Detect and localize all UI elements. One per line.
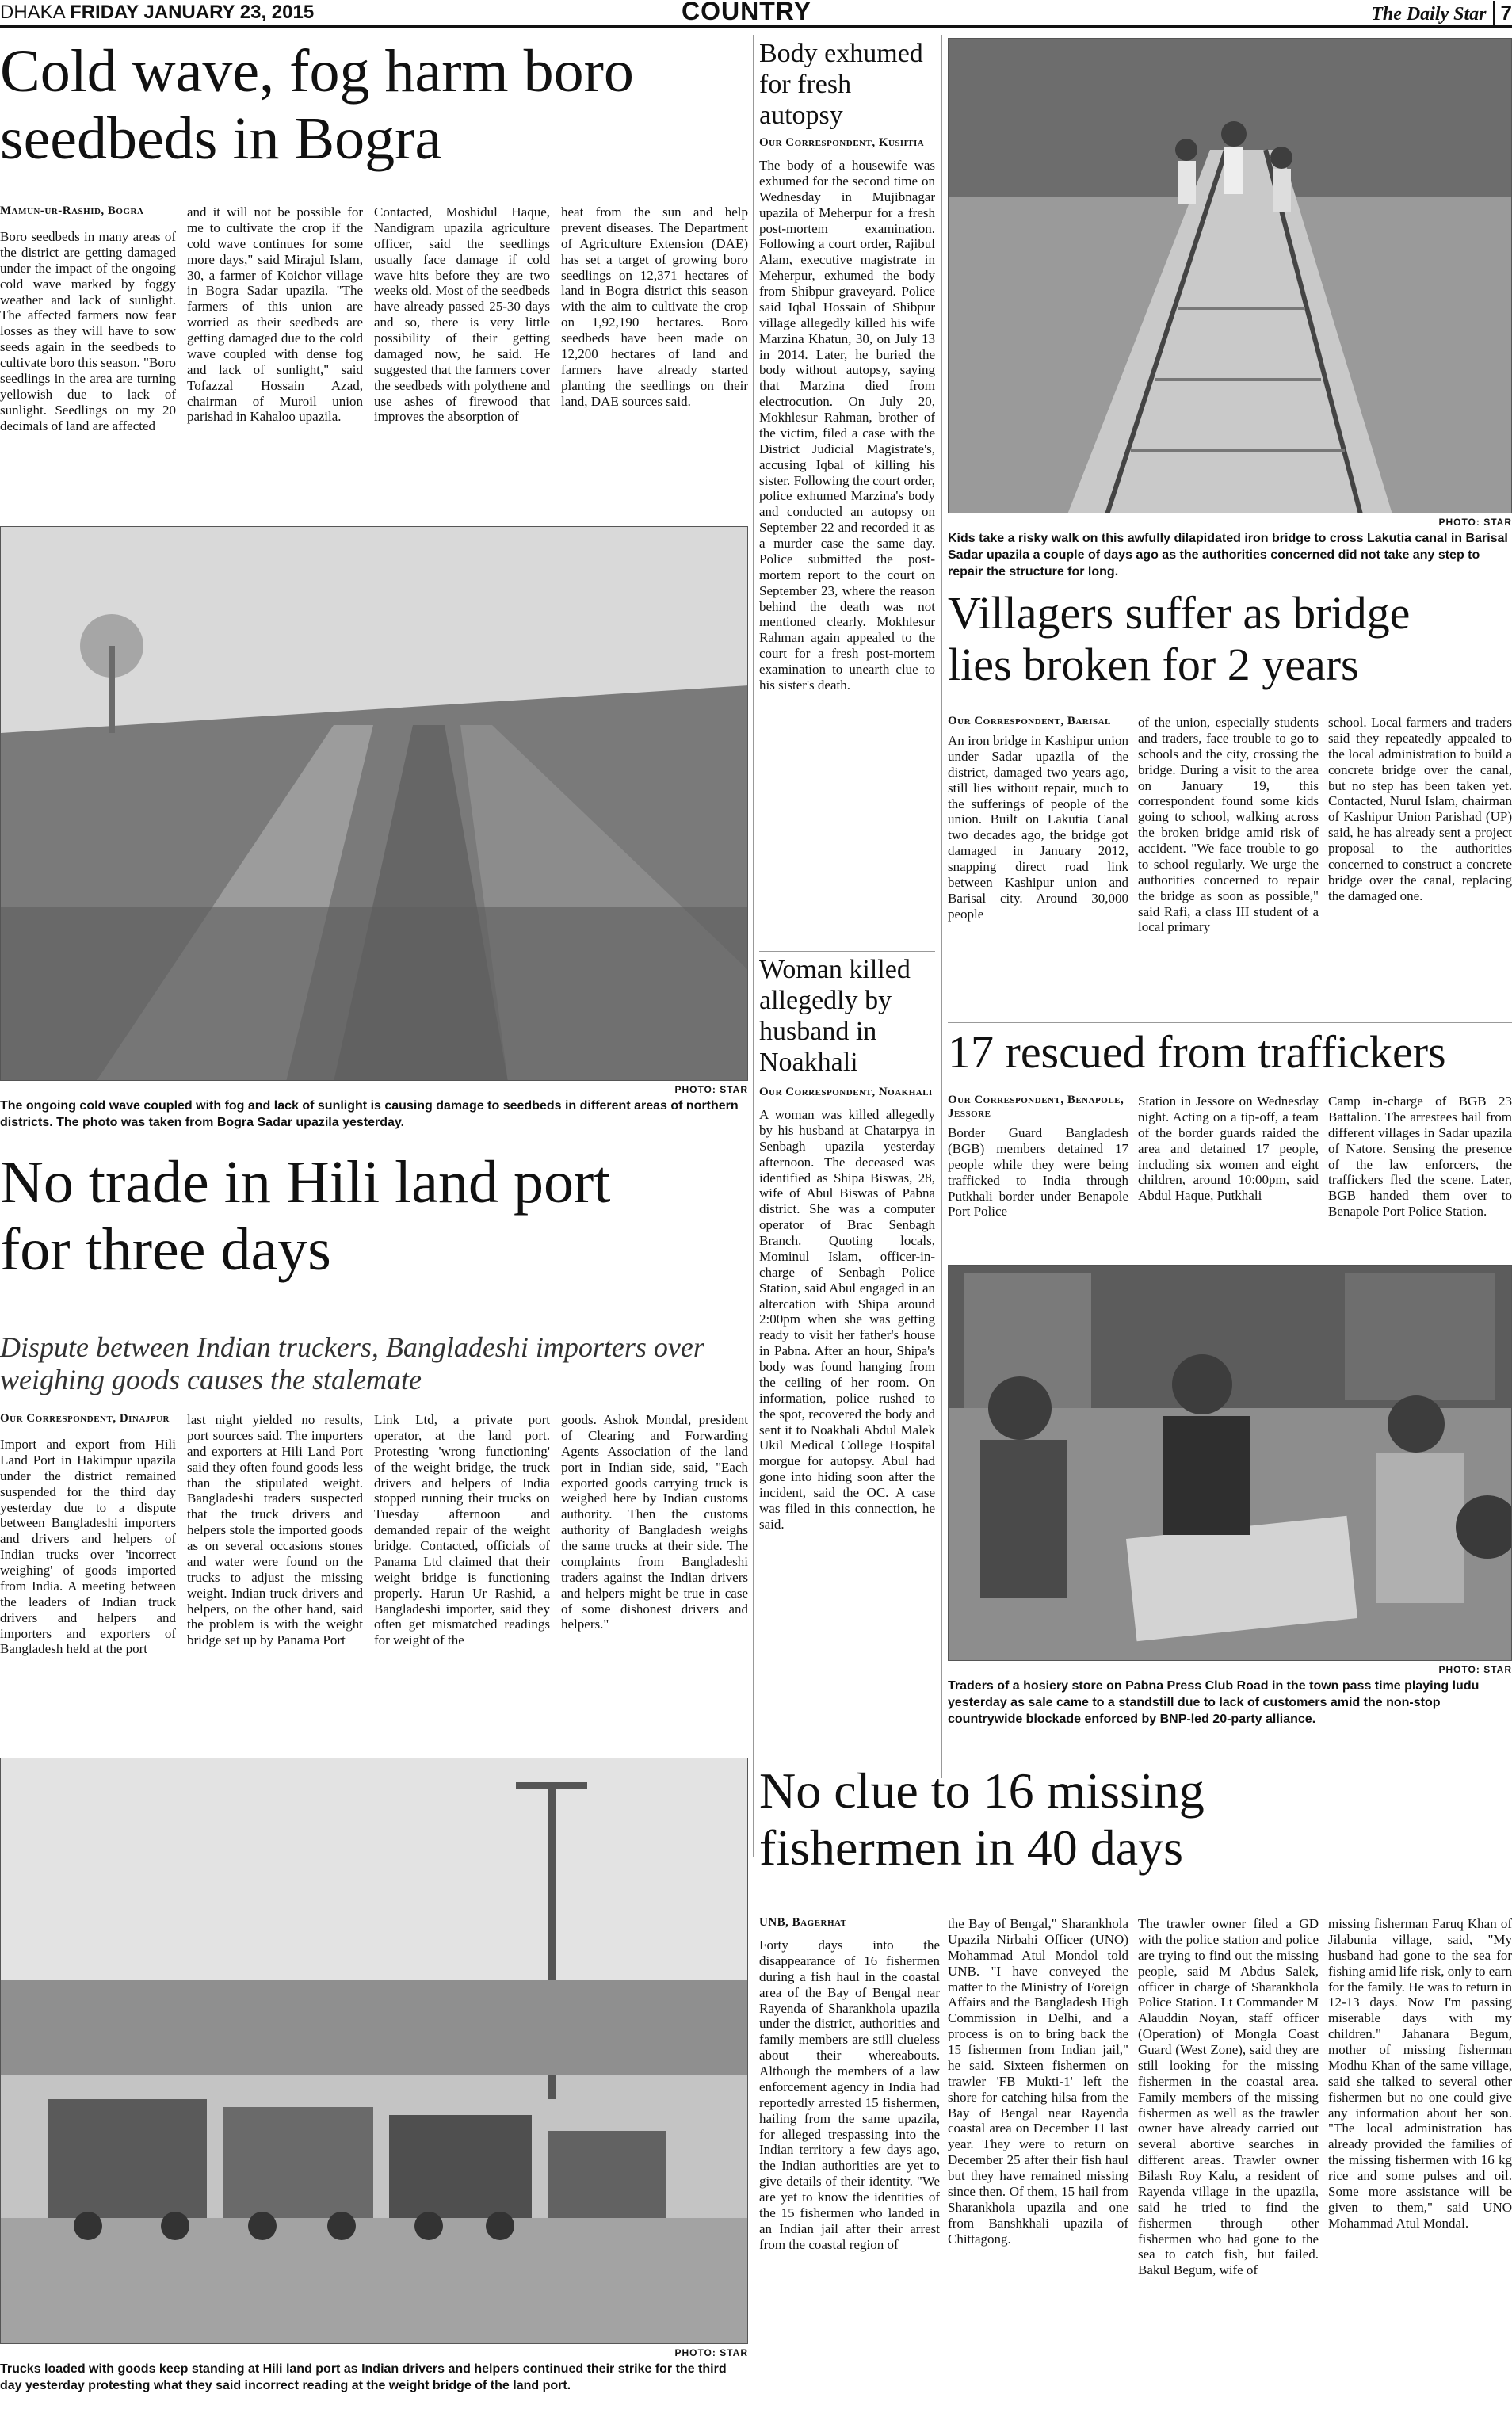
traffickers-col-1 <box>948 1094 1128 1260</box>
hili-headline-line1: No trade in Hili land port <box>0 1149 611 1216</box>
hili-byline: Our Correspondent, Dinajpur <box>0 1412 170 1425</box>
boro-col1-text: Boro seedbeds in many areas of the district are getting damaged under the impact of the ongoing cold wave marked by foggy weather and lack of sunlight. The affected farmers now fear losses as they will have to sow seeds again in the seedbeds to cultivate boro this season. "Boro seedlings in the area are turning yellowish due to lack of sunlight. Seedlings on my 20 decimals of land are affected <box>0 229 176 433</box>
trucks-photo-illustration <box>1 1758 748 2344</box>
woman-killed-headline: Woman killed allegedly by husband in Noakhali <box>759 955 911 1078</box>
hili-col-4: goods. Ashok Mondal, president of Clearing and Forwarding Agents Association of the land port in Indian side, said, "Each exported goods carrying truck is weighed here by Indian customs authority. Then the customs authority of Bangladesh weighs the same trucks at their side. The complaints from Bangladeshi traders against the Indian drivers and helpers might be true in case of some dishonest drivers and helpers." <box>561 1412 748 1632</box>
hili-photo-caption: Trucks loaded with goods keep standing at Hili land port as Indian drivers and helpers continued their strike for the third day yesterday protesting what they said incorrect reading at the weight bridge of the land port. <box>0 2362 727 2392</box>
boro-headline-line2: seedbeds in Bogra <box>0 105 442 173</box>
boro-col-3: Contacted, Moshidul Haque, Nandigram upazila agriculture officer, said the seedlings usually face damage if cold wave hits before they are two weeks old. Most of the seedbeds have already passed 25-30 days and so, there is very little possibility of their getting damaged now, he said. He suggested that the farmers cover the seedbeds with polythene and use ashes of firewood that improves the absorption of <box>374 204 550 425</box>
hili-headline <box>0 1149 753 1323</box>
bridge-photo-credit: PHOTO: STAR <box>1438 517 1512 528</box>
woman-killed-col <box>759 1086 935 1767</box>
fishermen-byline: UNB, Bagerhat <box>759 1916 847 1929</box>
boro-col-4: heat from the sun and help prevent diseases. The Department of Agriculture Extension (DAE) has set a target of growing boro seedlings on 12,371 hectares of land in Bogra district this season with the aim to cultivate the crop on 1,92,190 hectares. Boro seedbeds have been made on 12,200 hectares of land and farmers have already started planting the seedlings on their land, DAE sources said. <box>561 204 748 409</box>
bridge-col-3: school. Local farmers and traders said they repeatedly appealed to the local administration to build a concrete bridge over the canal, but no step has been taken yet. Contacted, Nurul Islam, chairman of Kashipur Union Parishad (UP) said, he has already sent a project proposal to the authorities concerned to construct a concrete bridge over the canal, replacing the damaged one. <box>1328 715 1512 903</box>
divider <box>941 35 942 1778</box>
boro-photo-caption: The ongoing cold wave coupled with fog and lack of sunlight is causing damage to seedbeds in different areas of northern districts. The photo was taken from Bogra Sadar upazila yesterday. <box>0 1099 739 1129</box>
section-title: COUNTRY <box>682 0 812 25</box>
bridge-photo-caption: Kids take a risky walk on this awfully dilapidated iron bridge to cross Lakutia canal in Barisal Sadar upazila a couple of days ago as the authorities concerned did not take any step to repair the structure for long. <box>948 532 1508 578</box>
boro-headline-line1: Cold wave, fog harm boro <box>0 38 634 105</box>
header-rule <box>0 25 1512 28</box>
bridge-headline-line2: lies broken for 2 years <box>948 638 1359 690</box>
header-date: FRIDAY JANUARY 23, 2015 <box>70 2 315 23</box>
bridge-headline-line1: Villagers suffer as bridge <box>948 588 1411 639</box>
ludu-photo-credit: PHOTO: STAR <box>1438 1664 1512 1675</box>
fishermen-col-3: The trawler owner filed a GD with the police station and police are trying to find out the missing people, said M Abdus Salek, officer in charge of Sharankhola Police Station. Lt Commander M Alauddin Noyan, staff officer (Operation) of Mongla Coast Guard (West Zone), said they are still looking for the missing fishermen in the coastal area. Family members of the missing fishermen as well as the trawler owner have already carried out several abortive searches in different areas. Trawler owner Bilash Roy Kalu, a resident of Rayenda village in the upazila, said he tried to find the fishermen through other fishermen who had gone to the sea to catch fish, but failed. Bakul Begum, wife of <box>1138 1916 1319 2278</box>
hili-col-1 <box>0 1412 176 1745</box>
header-city: DHAKA <box>0 2 65 23</box>
bridge-byline: Our Correspondent, Barisal <box>948 715 1111 727</box>
fishermen-headline-line1: No clue to 16 missing <box>759 1762 1205 1819</box>
boro-seedbed-photo <box>0 526 748 1081</box>
traffickers-col-2: Station in Jessore on Wednesday night. Acting on a tip-off, a team of the border guards raided the area and detained 17 people, including six women and eight children, around 10:00pm, said Abdul Haque, Putkhali <box>1138 1094 1319 1204</box>
bridge-headline <box>948 588 1512 707</box>
divider <box>753 35 754 1857</box>
woman-killed-text: A woman was killed allegedly by his husband at Chatarpya in Senbagh upazila yesterday afternoon. The deceased was identified as Shipa Biswas, 28, wife of Abul Biswas of Pabna district. She was a computer operator of Brac Senbagh Branch. Quoting locals, Mominul Islam, officer-in-charge of Senbagh Police Station, said Abul engaged in an altercation with Shipa around 2:00pm when she was getting ready to visit her father's house in Pabna. After an hour, Shipa's body was found hanging from the ceiling of her room. On information, police rushed to the spot, recovered the body and sent it to Noakhali Abdul Malek Ukil Medical College Hospital morgue for autopsy. Abul had gone into hiding soon after the incident, said the OC. A case was filed in this connection, he said. <box>759 1107 935 1532</box>
fishermen-headline-line2: fishermen in 40 days <box>759 1819 1183 1876</box>
page-number: 7 <box>1493 1 1512 25</box>
boro-col-2: and it will not be possible for me to cultivate the crop if the cold wave continues for some more days," said Mirajul Islam, 30, a farmer of Koichor village in Bogra Sadar upazila. "The farmers of this union are worried as their seedbeds are getting damaged due to the cold wave coupled with dense fog and lack of sunlight," said Tofazzal Hossain Azad, chairman of Muroil union parishad in Kahaloo upazila. <box>187 204 363 425</box>
divider <box>759 951 935 952</box>
hili-subhead: Dispute between Indian truckers, Bangladeshi importers over weighing goods causes the stalemate <box>0 1331 704 1396</box>
bridge-col-1 <box>948 715 1128 1016</box>
fishermen-col-4: missing fisherman Faruq Khan of Jilabunia village, said, "My husband had gone to the sea for fishing amid life risk, only to earn for the family. He was to return in 12-13 days. Now I'm passing miserable days with my children." Jahanara Begum, mother of missing fisherman Modhu Khan of the same village, said she talked to several other fishermen but no one could give any information about her son. "The local administration has already provided the families of the missing fishermen with 16 kg rice and some pulses and oil. Some more assistance will be given to them," said UNO Mohammad Atul Mondal. <box>1328 1916 1512 2231</box>
hili-headline-line2: for three days <box>0 1216 331 1284</box>
woman-killed-byline: Our Correspondent, Noakhali <box>759 1086 933 1098</box>
bridge-col1-text: An iron bridge in Kashipur union under Sadar upazila of the district, damaged two years ago, still lies without repair, much to the sufferings of people of the union. Built on Lakutia Canal two decades ago, the bridge got damaged in January 2012, snapping direct road link between Kashipur union and Barisal city. Around 30,000 people <box>948 733 1128 922</box>
boro-photo-credit: PHOTO: STAR <box>674 1084 748 1095</box>
traffickers-byline: Our Correspondent, Benapole, Jessore <box>948 1094 1124 1120</box>
ludu-photo-caption: Traders of a hosiery store on Pabna Press Club Road in the town pass time playing ludu yesterday as sale came to a standstill due to lack of customers amid the non-stop countrywide blockade enforced by BNP-led 20-party alliance. <box>948 1679 1480 1726</box>
body-exhumed-text: The body of a housewife was exhumed for the second time on Wednesday in Mujibnagar upazila of Meherpur for a fresh post-mortem examination. Following a court order, Rajibul Alam, executive magistrate in Meherpur, exhumed the body from Shibpur graveyard. Police said Iqbal Hossain of Shibpur village allegedly killed his wife Marzina Khatun, 30, on July 13 in 2014. Later, he buried the body without autopsy, saying that Marzina died from electrocution. On July 20, Mokhlesur Rahman, brother of the victim, filed a case with the District Judicial Magistrate's, accusing Iqbal of killing his sister. Following the court order, police exhumed Marzina's body and conducted an autopsy on September 22 and recorded it as a murder case the same day. Police submitted the post-mortem report to the court on September 23, where the reason behind the death was not mentioned clearly. Mokhlesur Rahman again appealed to the court for a fresh post-mortem examination to unearth clue to his sister's death. <box>759 158 935 693</box>
header-dateline <box>0 0 314 25</box>
fishermen-headline <box>759 1762 1512 1897</box>
body-exhumed-headline: Body exhumed for fresh autopsy <box>759 39 923 131</box>
body-exhumed-byline: Our Correspondent, Kushtia <box>759 136 925 149</box>
paper-name: The Daily Star <box>1371 4 1487 25</box>
boro-col-1 <box>0 204 176 521</box>
fishermen-col1-text: Forty days into the disappearance of 16 fishermen during a fish haul in the coastal area of the Bay of Bengal near Rayenda of Sharankhola upazila under the district, authorities and family members are still clueless about their whereabouts. Although the members of a law enforcement agency in India had reportedly arrested 15 fishermen, hailing from the same upazila, for alleged trespassing into the Indian territory a few days ago, the Indian authorities are yet to give details of their identity. "We are yet to know the identities of the 15 fishermen who landed in an Indian jail after their arrest from the coastal region of <box>759 1938 940 2252</box>
bridge-photo <box>948 38 1512 513</box>
boro-byline: Mamun-ur-Rashid, Bogra <box>0 204 144 217</box>
traffickers-headline: 17 rescued from traffickers <box>948 1027 1446 1078</box>
ludu-photo-illustration <box>949 1266 1512 1661</box>
divider <box>948 1022 1512 1023</box>
traffickers-col-3: Camp in-charge of BGB 23 Battalion. The arrestees hail from different villages in Sadar upazila of Natore. Sensing the presence of the law enforcers, the traffickers fled the scene. Later, BGB handed them over to Benapole Port Police Station. <box>1328 1094 1512 1220</box>
hili-trucks-photo <box>0 1758 748 2344</box>
bridge-col-2: of the union, especially students and traders, face trouble to go to schools and the city, crossing the bridge. During a visit to the area on January 19, this correspondent found some kids going to school, walking across the broken bridge amid risk of accident. "We face trouble to go to school regularly. We urge the authorities concerned to repair the bridge as soon as possible," said Rafi, a class III student of a local primary <box>1138 715 1319 935</box>
hili-col-2: last night yielded no results, port sources said. The importers and exporters at Hili Land Port said they often found goods less than the stipulated weight. Bangladeshi traders suspected that the truck drivers and helpers stole the imported goods as on several occasions stones and water were found on the trucks to adjust the missing weight. Indian truck drivers and helpers, on the other hand, said the problem is with the weight bridge set up by Panama Port <box>187 1412 363 1648</box>
header-masthead <box>1371 0 1512 25</box>
fishermen-col-2: the Bay of Bengal," Sharankhola Upazila Nirbahi Officer (UNO) Mohammad Atul Mondol told UNB. "I have conveyed the matter to the Ministry of Foreign Affairs and the Bangladesh High Commission in Delhi, and a process is on to bring back the 15 fishermen from Indian jail," he said. Sixteen fishermen on trawler 'FB Mukti-1' left the shore for catching hilsa from the Bay of Bengal near Rayenda coastal area on December 11 last year. They were to return on December 25 after their fish haul but they have remained missing since then. Of them, 15 hail from Sharankhola upazila and one from Banshkhali upazila of Chittagong. <box>948 1916 1128 2247</box>
seedbed-photo-illustration <box>1 527 748 1081</box>
boro-headline <box>0 38 753 197</box>
traffickers-col1-text: Border Guard Bangladesh (BGB) members detained 17 people while they were being trafficked to India through Putkhali border under Benapole Port Police <box>948 1125 1128 1220</box>
ludu-photo <box>948 1265 1512 1661</box>
hili-col-3: Link Ltd, a private port operator, at the land port. Protesting 'wrong functioning' of the weight bridge, the truck drivers and helpers of India stopped running their trucks on Tuesday afternoon and demanded repair of the weight bridge. Contacted, officials of Panama Ltd claimed that their weight bridge is functioning properly. Harun Ur Rashid, a Bangladeshi importer, said they often get mismatched readings for weight of the <box>374 1412 550 1648</box>
body-exhumed-col <box>759 136 935 949</box>
hili-photo-credit: PHOTO: STAR <box>674 2347 748 2358</box>
bridge-photo-illustration <box>949 39 1512 513</box>
fishermen-col-1 <box>759 1916 940 2406</box>
hili-col1-text: Import and export from Hili Land Port in Hakimpur upazila under the district remained suspended for the third day yesterday due to a dispute between Bangladeshi importers and drivers and helpers of Indian trucks over 'incorrect weighing' of goods imported from India. A meeting between the leaders of Indian truck drivers and helpers and importers and exporters of Bangladesh held at the port <box>0 1437 176 1657</box>
